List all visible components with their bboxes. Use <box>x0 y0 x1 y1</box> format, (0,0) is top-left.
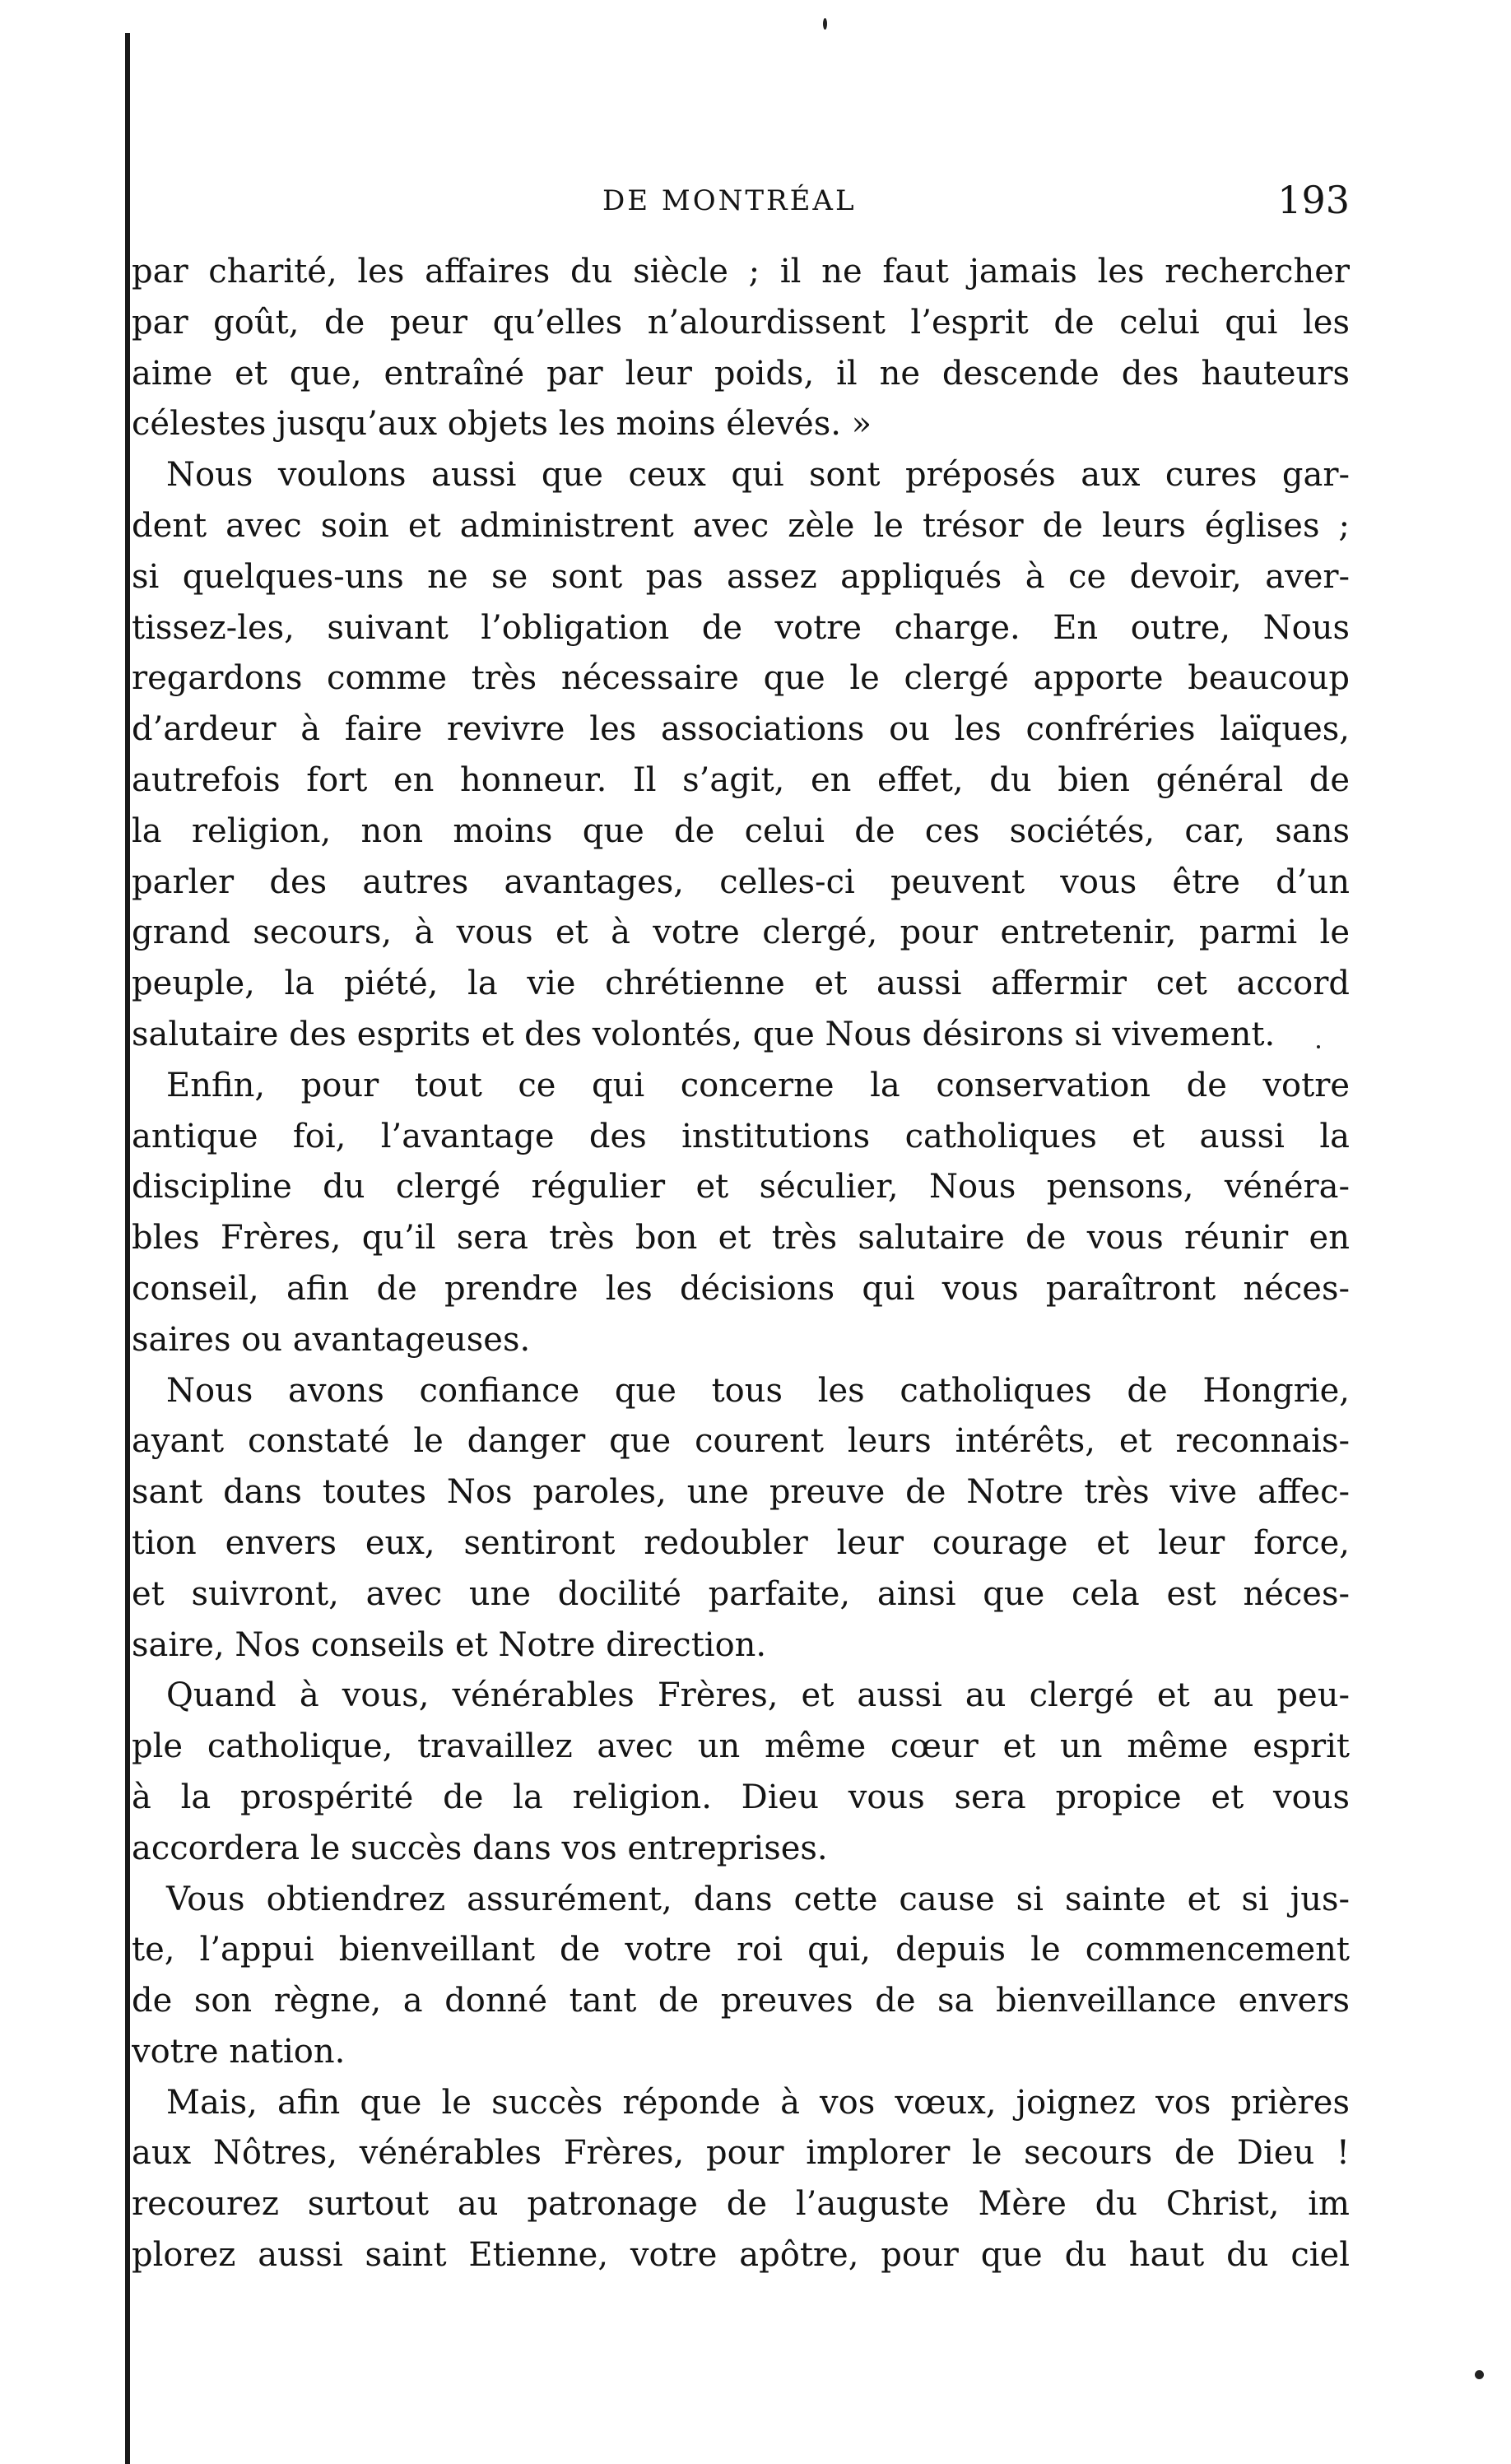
text-line: te, l’appui bienveillant de votre roi qui, depuis le commencement <box>132 1931 1350 1969</box>
ink-speck <box>1317 1045 1320 1048</box>
running-head: DE MONTRÉAL <box>602 184 857 217</box>
ink-speck <box>823 18 827 30</box>
paragraph-first-line: Mais, afin que le succès réponde à vos vœux, joignez vos prières <box>166 2083 1350 2122</box>
text-line: à la prospérité de la religion. Dieu vous sera propice et vous <box>132 1778 1350 1816</box>
text-line: ple catholique, travaillez avec un même cœur et un même esprit <box>132 1727 1350 1766</box>
paragraph-first-line: Nous avons confiance que tous les catholiques de Hongrie, <box>166 1371 1350 1410</box>
text-line: tion envers eux, sentiront redoubler leur courage et leur force, <box>132 1523 1350 1562</box>
text-line: peuple, la piété, la vie chrétienne et aussi affermir cet accord <box>132 965 1350 1003</box>
text-line: antique foi, l’avantage des institutions catholiques et aussi la <box>132 1117 1350 1155</box>
text-line: d’ardeur à faire revivre les associations ou les confréries laïques, <box>132 710 1350 749</box>
page-gutter-edge <box>125 33 130 2464</box>
text-line: salutaire des esprits et des volontés, que Nous désirons si vivement. <box>132 1015 1276 1053</box>
text-line: regardons comme très nécessaire que le clergé apporte beaucoup <box>132 659 1350 698</box>
paragraph-first-line: Quand à vous, vénérables Frères, et aussi au clergé et au peu- <box>166 1676 1350 1715</box>
text-line: par goût, de peur qu’elles n’alourdissent l’esprit de celui qui les <box>132 303 1350 342</box>
text-line: recourez surtout au patronage de l’auguste Mère du Christ, im <box>132 2185 1350 2224</box>
text-line: si quelques-uns ne se sont pas assez appliqués à ce devoir, aver- <box>132 557 1350 596</box>
text-line: célestes jusqu’aux objets les moins élevés. » <box>132 405 872 444</box>
ink-speck <box>1475 2370 1484 2379</box>
text-line: par charité, les affaires du siècle ; il ne faut jamais les rechercher <box>132 253 1350 291</box>
text-line: conseil, afin de prendre les décisions qui vous paraîtront néces- <box>132 1269 1350 1308</box>
body-text <box>132 247 1350 2281</box>
paragraph-first-line: Nous voulons aussi que ceux qui sont préposés aux cures gar- <box>166 456 1350 495</box>
text-line: autrefois fort en honneur. Il s’agit, en effet, du bien général de <box>132 760 1350 799</box>
text-line: saire, Nos conseils et Notre direction. <box>132 1625 767 1664</box>
text-line: grand secours, à vous et à votre clergé, pour entretenir, parmi le <box>132 914 1350 952</box>
text-line: sant dans toutes Nos paroles, une preuve de Notre très vive affec- <box>132 1473 1350 1512</box>
text-line: tissez-les, suivant l’obligation de votre charge. En outre, Nous <box>132 608 1350 647</box>
text-line: ayant constaté le danger que courent leurs intérêts, et reconnais- <box>132 1422 1350 1461</box>
text-line: dent avec soin et administrent avec zèle le trésor de leurs églises ; <box>132 506 1350 545</box>
text-line: la religion, non moins que de celui de ces sociétés, car, sans <box>132 811 1350 850</box>
paragraph-first-line: Enfin, pour tout ce qui concerne la conservation de votre <box>166 1066 1350 1104</box>
text-line: parler des autres avantages, celles-ci peuvent vous être d’un <box>132 862 1350 901</box>
text-line: et suivront, avec une docilité parfaite, ainsi que cela est néces- <box>132 1574 1350 1613</box>
text-line: plorez aussi saint Etienne, votre apôtre, pour que du haut du ciel <box>132 2236 1350 2275</box>
text-line: accordera le succès dans vos entreprises. <box>132 1829 828 1867</box>
text-line: saires ou avantageuses. <box>132 1320 531 1359</box>
text-line: aux Nôtres, vénérables Frères, pour implorer le secours de Dieu ! <box>132 2134 1350 2173</box>
paragraph-first-line: Vous obtiendrez assurément, dans cette cause si sainte et si jus- <box>166 1880 1350 1918</box>
text-line: discipline du clergé régulier et séculier, Nous pensons, vénéra- <box>132 1168 1350 1206</box>
page-header <box>132 178 1350 227</box>
text-line: de son règne, a donné tant de preuves de sa bienveillance envers <box>132 1982 1350 2020</box>
page-number: 193 <box>1277 178 1350 222</box>
text-line: aime et que, entraîné par leur poids, il ne descende des hauteurs <box>132 354 1350 393</box>
text-line: bles Frères, qu’il sera très bon et très salutaire de vous réunir en <box>132 1219 1350 1258</box>
text-line: votre nation. <box>132 2032 346 2071</box>
